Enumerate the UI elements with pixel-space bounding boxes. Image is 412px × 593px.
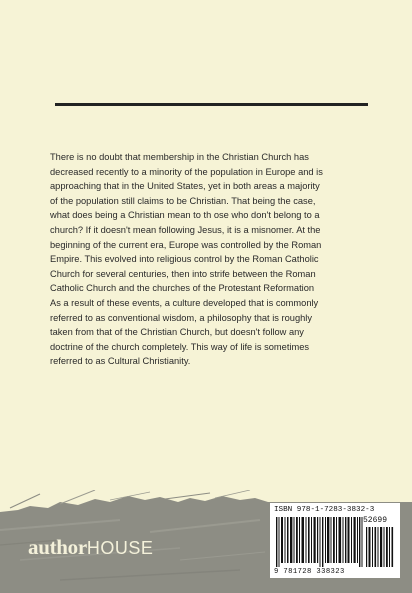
blurb-line: There is no doubt that membership in the Christian Church has [50, 152, 309, 162]
blurb-line: doctrine of the church completely. This way of life is sometimes [50, 341, 310, 352]
blurb-line: referred to as conventional wisdom, a philosophy that is roughly [50, 312, 313, 323]
blurb-line: Catholic Church and the churches of the Protestant Reformation [50, 283, 315, 294]
publisher-logo [28, 535, 153, 560]
blurb-line: approaching that in the United States, yet in both areas a majority [50, 181, 320, 192]
blurb-line: As a result of these events, a culture developed that is commonly [50, 297, 319, 308]
blurb-line: what does being a Christian mean to th ose who don't belong to a [50, 210, 320, 221]
blurb-line: taken from that of the Christian Church, but doesn't follow any [50, 327, 304, 338]
blurb-line: decreased recently to a minority of the population in Europe and is [50, 166, 323, 177]
blurb-line: of the population still claims to be Christian. That being the case, [50, 195, 316, 206]
price-addon: 52699 [363, 516, 388, 525]
top-rule [55, 103, 368, 106]
isbn-barcode [270, 503, 400, 578]
publisher-logo-part1: author [28, 535, 87, 559]
back-cover-blurb [50, 150, 372, 369]
blurb-line: Church for several centuries, then into strife between the Roman [50, 268, 316, 279]
isbn-label: ISBN 978-1-7283-3832-3 [274, 506, 375, 514]
blurb-line: Empire. This evolved into religious control by the Roman Catholic [50, 254, 319, 265]
publisher-logo-part2: HOUSE [86, 538, 154, 558]
ean-digits: 9 781728 338323 [274, 568, 345, 576]
blurb-line: beginning of the current era, Europe was controlled by the Roman [50, 239, 322, 250]
blurb-line: referred to as Cultural Christianity. [50, 356, 191, 367]
blurb-line: church? If it doesn't mean following Jesus, it is a misnomer. At the [50, 224, 321, 235]
barcode-bars [274, 515, 396, 569]
